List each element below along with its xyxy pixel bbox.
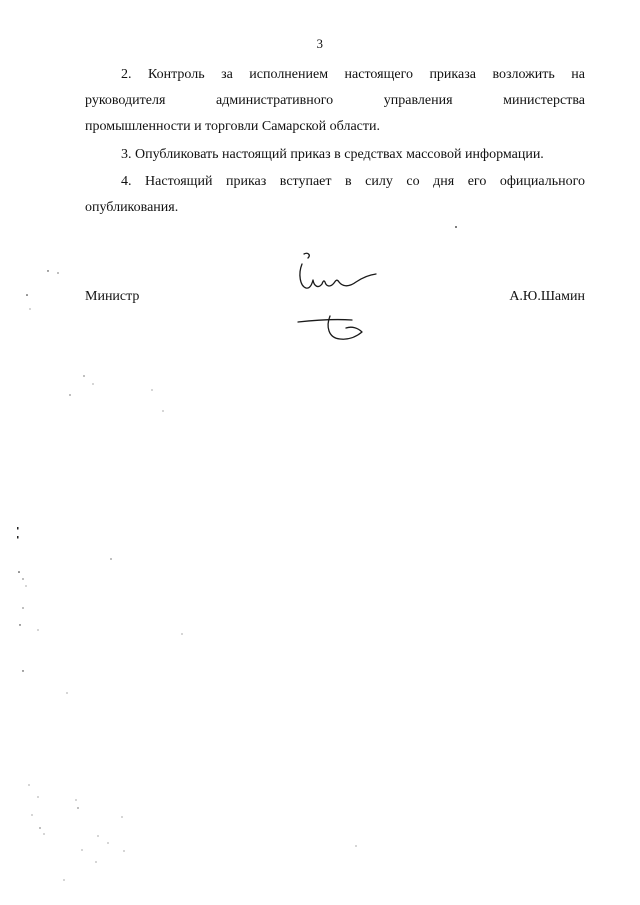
signatory-title: Министр (85, 289, 140, 304)
paragraph-2-line-3: промышленности и торговли Самарской области. (85, 119, 380, 134)
paragraph-2-line-1: 2. Контроль за исполнением настоящего приказа возложить на (121, 67, 585, 82)
paragraph-3 (85, 142, 585, 168)
paragraph-3-text: 3. Опубликовать настоящий приказ в средствах массовой информации. (121, 147, 544, 162)
paragraph-4-line-2: опубликования. (85, 200, 179, 215)
page-number: 3 (316, 36, 324, 51)
signatory-name: А.Ю.Шамин (509, 289, 585, 304)
paragraph-4-line-1: 4. Настоящий приказ вступает в силу со дня его официального (121, 174, 585, 189)
paragraph-4 (85, 169, 585, 221)
handwritten-signature (292, 246, 392, 346)
paragraph-2 (85, 62, 585, 140)
paragraph-2-line-2: руководителя административного управления министерства (85, 93, 585, 108)
